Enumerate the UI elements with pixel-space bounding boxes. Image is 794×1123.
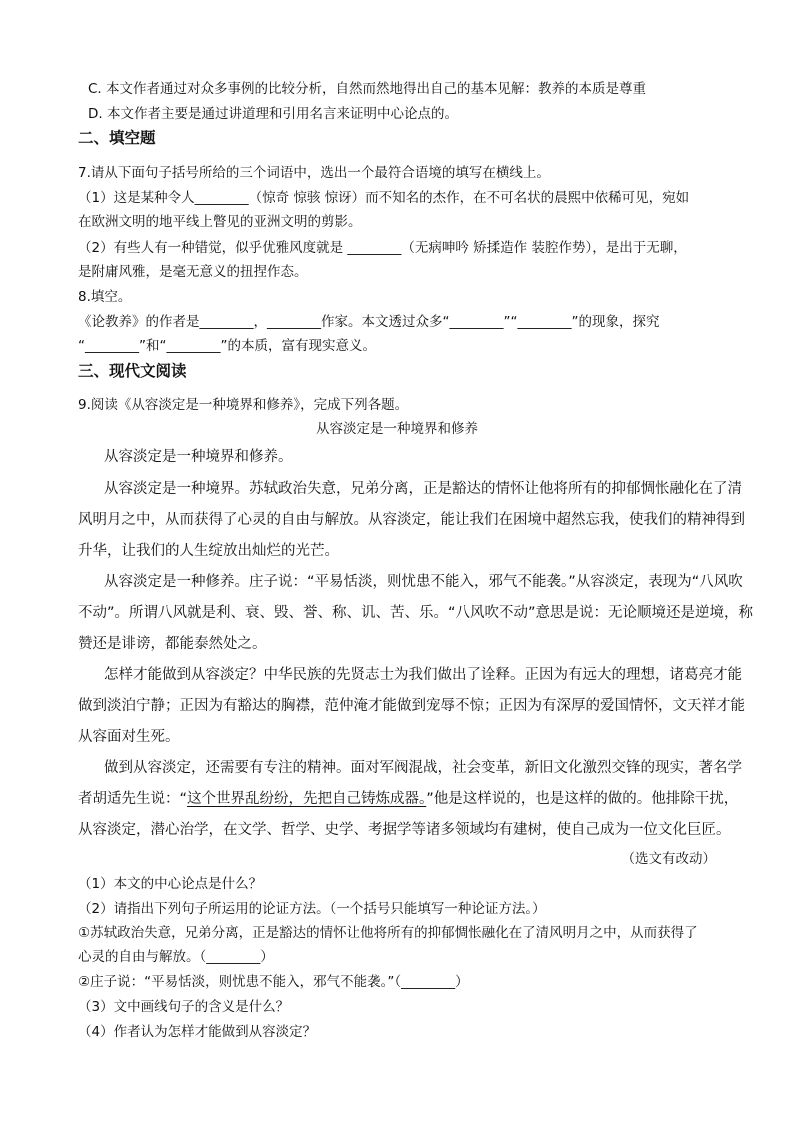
- sub-question-1: （1）本文的中心论点是什么？: [78, 876, 263, 892]
- sub-question-2-1-line2: 心灵的自由与解放。（________）: [78, 949, 274, 965]
- sub-question-3: （3）文中画线句子的含义是什么？: [78, 999, 290, 1015]
- paragraph-5-line1: 做到从容淡定，还需要有专注的精神。面对军阀混战，社会变革，新旧文化激烈交锋的现实，著名学: [104, 760, 742, 776]
- paragraph-5-prefix: 者胡适先生说：“: [78, 791, 188, 807]
- paragraph-2-line3: 升华，让我们的人生绽放出灿烂的光芒。: [78, 543, 339, 559]
- question-8-line1: 《论教养》的作者是________，________作家。本文透过众多“________”“________”的现象，探究: [78, 314, 660, 330]
- paragraph-2-line2: 风明月之中，从而获得了心灵的自由与解放。从容淡定，能让我们在困境中超然忘我，使我们的精神得到: [78, 512, 745, 528]
- paragraph-4-line1: 怎样才能做到从容淡定？中华民族的先贤志士为我们做出了诠释。正因为有远大的理想，诸葛亮才能: [104, 667, 742, 683]
- paragraph-5-line3: 从容淡定，潜心治学，在文学、哲学、史学、考据学等诸多领域均有建树，使自己成为一位文化巨匠。: [78, 822, 731, 838]
- paragraph-4-line3: 从容面对生死。: [78, 729, 180, 745]
- source-note: （选文有改动）: [621, 851, 716, 867]
- paragraph-5-line2: [78, 788, 738, 810]
- option-d: D. 本文作者主要是通过讲道理和引用名言来证明中心论点的。: [88, 106, 458, 122]
- question-8-line2: “________”和“________”的本质，富有现实意义。: [78, 338, 376, 354]
- paragraph-2-line1: 从容淡定是一种境界。苏轼政治失意，兄弟分离，正是豁达的情怀让他将所有的抑郁惆怅融化在了清: [104, 481, 742, 497]
- question-7: 7.请从下面句子括号所给的三个词语中，选出一个最符合语境的填写在横线上。: [78, 165, 550, 181]
- question-7-1-line1: （1）这是某种令人________（惊奇 惊骇 惊讶）而不知名的杰作，在不可名状的晨熙中依稀可见，宛如: [78, 190, 690, 206]
- question-7-2-line1: （2）有些人有一种错觉，似乎优雅风度就是 ________（无病呻吟 矫揉造作 装腔作势），是出于无聊，: [78, 240, 687, 256]
- paragraph-1: 从容淡定是一种境界和修养。: [104, 449, 293, 465]
- paragraph-3-line3: 赞还是诽谤，都能泰然处之。: [78, 636, 267, 652]
- paragraph-4-line2: 做到淡泊宁静；正因为有豁达的胸襟，范仲淹才能做到宠辱不惊；正因为有深厚的爱国情怀，文天祥才能: [78, 698, 745, 714]
- section-heading-reading: 三、现代文阅读: [78, 362, 187, 380]
- sub-question-2-2: ②庄子说：“平易恬淡，则忧患不能入，邪气不能袭。”（________）: [78, 974, 469, 990]
- question-7-1-line2: 在欧洲文明的地平线上瞥见的亚洲文明的剪影。: [78, 214, 362, 230]
- paragraph-3-line2: 不动”。所谓八风就是利、衰、毁、誉、称、讥、苦、乐。“八风吹不动”意思是说：无论顺境还是逆境，称: [78, 605, 754, 621]
- question-7-2-line2: 是附庸风雅，是毫无意义的扭捏作态。: [78, 264, 308, 280]
- question-8: 8.填空。: [78, 289, 132, 305]
- question-9: 9.阅读《从容淡定是一种境界和修养》，完成下列各题。: [78, 397, 409, 413]
- sub-question-2: （2）请指出下列句子所运用的论证方法。（一个括号只能填写一种论证方法。）: [78, 901, 546, 917]
- paragraph-3-line1: 从容淡定是一种修养。庄子说：“平易恬淡，则忧患不能入，邪气不能袭。”从容淡定，表现为“八风吹: [104, 574, 743, 590]
- article-title: 从容淡定是一种境界和修养: [316, 421, 478, 437]
- paragraph-5-suffix: ”他是这样说的，也是这样的做的。他排除干扰，: [426, 791, 739, 807]
- underlined-quote: 这个世界乱纷纷，先把自己铸炼成器。: [187, 791, 427, 807]
- option-c: C. 本文作者通过对众多事例的比较分析，自然而然地得出自己的基本见解：教养的本质是尊重: [88, 81, 647, 97]
- sub-question-4: （4）作者认为怎样才能做到从容淡定？: [78, 1024, 317, 1040]
- sub-question-2-1-line1: ①苏轼政治失意，兄弟分离，正是豁达的情怀让他将所有的抑郁惆怅融化在了清风明月之中，从而获得了: [78, 925, 698, 941]
- section-heading-fill-in: 二、填空题: [78, 129, 156, 147]
